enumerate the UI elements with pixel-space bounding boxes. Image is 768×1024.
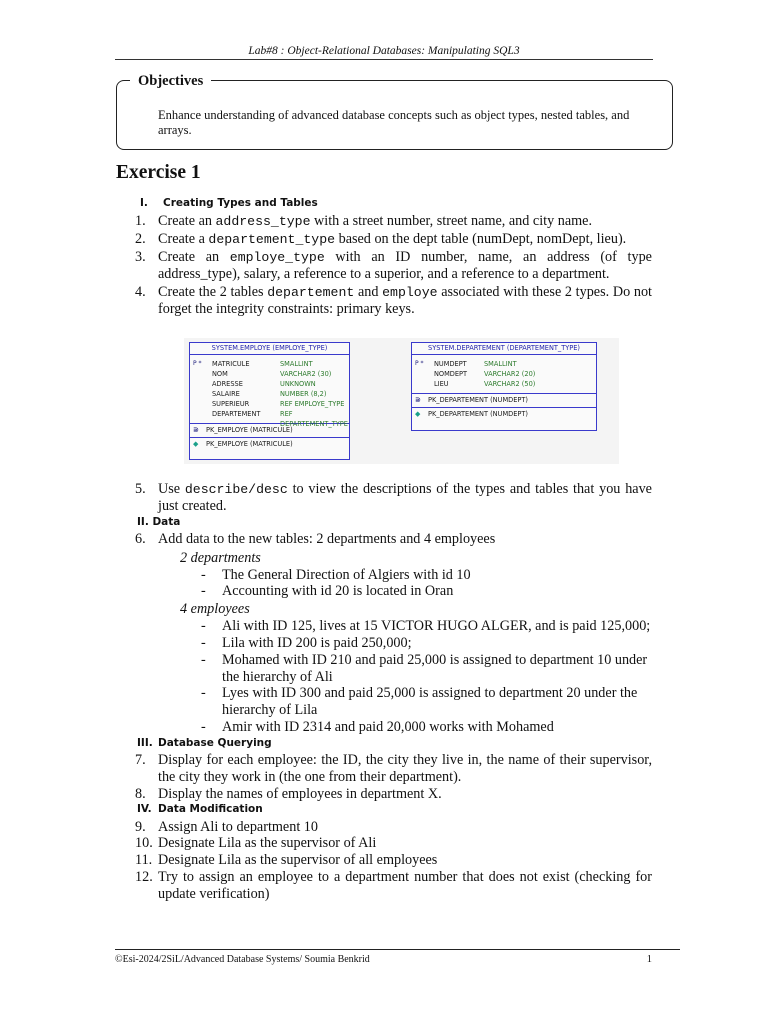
column-name: SALAIRE	[212, 390, 240, 398]
bullet-text: Lila with ID 200 is paid 250,000;	[222, 635, 412, 651]
item-text: Assign Ali to department 10	[158, 819, 318, 835]
list-item-10	[135, 835, 652, 852]
column-type: REF EMPLOYE_TYPE	[280, 400, 345, 408]
departments-subheading: 2 departments	[180, 550, 261, 566]
bullet-dash: -	[201, 685, 206, 701]
department-bullet	[201, 567, 653, 584]
item-text: Create the 2 tables	[158, 284, 268, 300]
employee-bullet	[201, 719, 653, 736]
column-name: SUPERIEUR	[212, 400, 250, 408]
code-employe: employe	[382, 285, 438, 300]
item-text: Display the names of employees in department X.	[158, 786, 442, 802]
primary-key-label: PK_DEPARTEMENT (NUMDEPT)	[428, 396, 528, 404]
department-bullet	[201, 583, 653, 600]
column-name: LIEU	[434, 380, 449, 388]
primary-key-row	[412, 394, 596, 407]
index-icon: ◆	[415, 410, 421, 418]
bullet-text: Accounting with id 20 is located in Oran	[222, 583, 454, 599]
item-text: Designate Lila as the supervisor of Ali	[158, 835, 377, 851]
item-text: Try to assign an employee to a department number that does not exist (checking for update verification)	[158, 869, 652, 902]
item-text: Designate Lila as the supervisor of all employees	[158, 852, 438, 868]
page-number: 1	[646, 954, 652, 965]
code-address-type: address_type	[215, 214, 311, 229]
column-row	[190, 409, 349, 428]
index-label: PK_EMPLOYE (MATRICULE)	[206, 440, 293, 448]
column-type: REF DEPARTEMENT_TYPE	[280, 410, 348, 428]
bullet-dash: -	[201, 618, 206, 634]
bullet-text: The General Direction of Algiers with id 10	[222, 567, 471, 583]
departement-columns	[412, 355, 596, 389]
column-name: NUMDEPT	[434, 360, 467, 368]
list-item-9	[135, 819, 652, 836]
objectives-title: Objectives	[130, 72, 211, 90]
bullet-dash: -	[201, 583, 206, 599]
list-item-8	[135, 786, 652, 803]
bullet-dash: -	[201, 635, 206, 651]
departement-table-box	[411, 342, 597, 431]
item-text: based on the dept table (numDept, nomDept, lieu).	[335, 231, 627, 247]
key-icon: ⋑	[193, 426, 199, 434]
column-row	[412, 359, 596, 369]
bullet-text: Mohamed with ID 210 and paid 25,000 is assigned to department 10 under the hierarchy of Ali	[222, 652, 648, 685]
bullet-dash: -	[201, 652, 206, 668]
list-item-7	[135, 752, 652, 786]
schema-diagram	[184, 338, 619, 464]
item-text: Create an	[158, 249, 230, 265]
section-title: Data Modification	[158, 803, 263, 815]
primary-key-label: PK_EMPLOYE (MATRICULE)	[206, 426, 293, 434]
item-number: 8.	[135, 786, 146, 802]
section-number: III.	[137, 737, 153, 749]
item-number: 2.	[135, 231, 146, 247]
item-number: 3.	[135, 249, 146, 265]
employee-bullet	[201, 635, 653, 652]
column-name: NOM	[212, 370, 228, 378]
section-heading-data	[137, 516, 180, 529]
item-number: 1.	[135, 213, 146, 229]
section-heading-creating-types	[140, 197, 318, 210]
section-number: IV.	[137, 803, 152, 815]
item-text: and	[354, 284, 383, 300]
list-item-6	[135, 531, 652, 548]
employee-bullet	[201, 618, 653, 635]
column-type: SMALLINT	[484, 360, 517, 368]
footer-divider	[115, 949, 680, 950]
list-item-12	[135, 869, 652, 903]
objectives-text: Enhance understanding of advanced database concepts such as object types, nested tables, and arrays.	[158, 108, 630, 137]
header-divider	[115, 59, 653, 60]
bullet-text: Amir with ID 2314 and paid 20,000 works with Mohamed	[222, 719, 554, 735]
bullet-dash: -	[201, 719, 206, 735]
column-type: NUMBER (8,2)	[280, 390, 327, 398]
column-type: VARCHAR2 (50)	[484, 380, 536, 388]
primary-key-row	[190, 424, 349, 437]
column-row	[412, 379, 596, 389]
pk-marker: P *	[415, 360, 424, 367]
list-item-2	[135, 231, 652, 248]
column-name: ADRESSE	[212, 380, 243, 388]
item-number: 5.	[135, 481, 146, 497]
item-text: associated with these 2 types. Do not forget the integrity constraints: primary keys.	[158, 284, 652, 317]
column-name: NOMDEPT	[434, 370, 468, 378]
item-number: 10.	[135, 835, 153, 851]
column-name: MATRICULE	[212, 360, 250, 368]
bullet-text: Lyes with ID 300 and paid 25,000 is assigned to department 20 under the hierarchy of Lila	[222, 685, 638, 718]
column-row	[190, 369, 349, 379]
column-row	[190, 399, 349, 409]
index-label: PK_DEPARTEMENT (NUMDEPT)	[428, 410, 528, 418]
section-title: Creating Types and Tables	[163, 197, 318, 209]
list-item-5	[135, 481, 652, 515]
code-departement: departement	[267, 285, 355, 300]
section-heading-modification	[137, 803, 263, 816]
running-header: Lab#8 : Object-Relational Databases: Manipulating SQL3	[248, 45, 520, 57]
departement-table-title: SYSTEM.DEPARTEMENT (DEPARTEMENT_TYPE)	[412, 343, 596, 355]
column-name: DEPARTEMENT	[212, 410, 261, 418]
employe-table-box	[189, 342, 350, 460]
index-row	[412, 408, 596, 421]
column-type: VARCHAR2 (30)	[280, 370, 332, 378]
bullet-text: Ali with ID 125, lives at 15 VICTOR HUGO ALGER, and is paid 125,000;	[222, 618, 651, 634]
item-number: 4.	[135, 284, 146, 300]
list-item-3	[135, 249, 652, 283]
item-number: 6.	[135, 531, 146, 547]
item-number: 11.	[135, 852, 153, 868]
pk-marker: P *	[193, 360, 202, 367]
key-icon: ⋑	[415, 396, 421, 404]
column-row	[412, 369, 596, 379]
column-row	[190, 379, 349, 389]
list-item-4	[135, 284, 652, 318]
section-title: Data	[152, 516, 181, 528]
list-item-1	[135, 213, 652, 230]
item-text: with an ID number, name, an address (of type address_type), salary, a reference to a superior, and a reference to a department.	[158, 249, 652, 282]
column-type: UNKNOWN	[280, 380, 316, 388]
item-number: 9.	[135, 819, 146, 835]
item-text: Display for each employee: the ID, the city they live in, the name of their supervisor, the city they work in (the one from their department).	[158, 752, 652, 785]
list-item-11	[135, 852, 652, 869]
section-number: I.	[140, 197, 148, 209]
section-heading-querying	[137, 737, 272, 750]
item-text: Use	[158, 481, 185, 497]
code-describe: describe/desc	[184, 482, 288, 497]
item-text: with a street number, street name, and city name.	[310, 213, 592, 229]
item-text: Create an	[158, 213, 216, 229]
item-number: 12.	[135, 869, 153, 885]
item-text: to view the descriptions of the types and tables that you have just created.	[158, 481, 652, 514]
bullet-dash: -	[201, 567, 206, 583]
item-number: 7.	[135, 752, 146, 768]
index-icon: ◆	[193, 440, 199, 448]
code-employe-type: employe_type	[229, 250, 325, 265]
employe-table-title: SYSTEM.EMPLOYE (EMPLOYE_TYPE)	[190, 343, 349, 355]
column-row	[190, 359, 349, 369]
exercise-title: Exercise 1	[116, 162, 201, 183]
item-text: Add data to the new tables: 2 departments and 4 employees	[158, 531, 496, 547]
index-row	[190, 438, 349, 451]
section-number: II.	[137, 516, 149, 528]
footer-credits: ©Esi-2024/2SiL/Advanced Database Systems/ Soumia Benkrid	[115, 954, 370, 965]
employe-columns	[190, 355, 349, 428]
column-row	[190, 389, 349, 399]
employee-bullet	[201, 685, 653, 719]
section-title: Database Querying	[158, 737, 272, 749]
employee-bullet	[201, 652, 653, 686]
item-text: Create a	[158, 231, 209, 247]
column-type: VARCHAR2 (20)	[484, 370, 536, 378]
code-departement-type: departement_type	[208, 232, 336, 247]
employees-subheading: 4 employees	[180, 601, 250, 617]
column-type: SMALLINT	[280, 360, 313, 368]
